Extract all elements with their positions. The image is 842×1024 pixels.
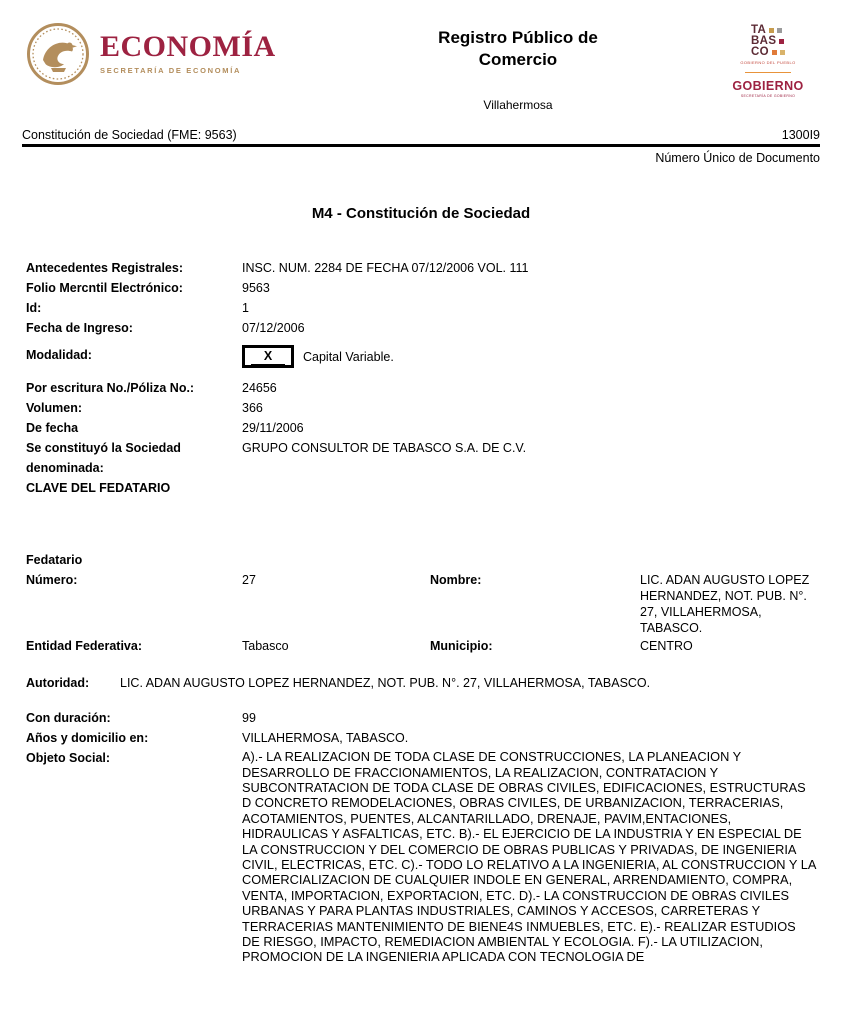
- header-center: [316, 22, 720, 112]
- economia-wordmark-block: [100, 22, 276, 75]
- tabasco-wordmark-line: TA: [750, 24, 767, 36]
- field-row-de-fecha: [26, 418, 816, 438]
- registry-office: Villahermosa: [483, 98, 553, 113]
- tabasco-divider: [745, 72, 791, 73]
- field-value: 29/11/2006: [242, 421, 304, 436]
- field-label: Folio Mercntil Electrónico:: [26, 281, 183, 296]
- field-value: 24656: [242, 381, 277, 396]
- mosaic-tile: [780, 50, 785, 55]
- field-label: Por escritura No./Póliza No.:: [26, 381, 195, 396]
- field-value: 1: [242, 301, 249, 316]
- registry-title: Registro Público de Comercio: [438, 28, 598, 70]
- tabasco-tagline: GOBIERNO DEL PUEBLO: [740, 59, 796, 65]
- field-value: 366: [242, 401, 263, 416]
- capital-variable-checkbox: [242, 345, 294, 368]
- field-value: 9563: [242, 281, 270, 296]
- tabasco-wordmark-line: BAS: [750, 34, 777, 47]
- field-value: GRUPO CONSULTOR DE TABASCO S.A. DE C.V.: [242, 441, 527, 456]
- field-value: 07/12/2006: [242, 321, 305, 336]
- checkbox-mark: X: [251, 348, 285, 366]
- field-row-folio: [26, 278, 816, 298]
- field-value: LIC. ADAN AUGUSTO LOPEZ HERNANDEZ, NOT. PUB. N°. 27, VILLAHERMOSA, TABASCO.: [120, 676, 651, 691]
- field-row-objeto-social: [26, 748, 816, 965]
- field-label: Municipio:: [430, 639, 493, 654]
- tabasco-logo: [720, 22, 816, 98]
- document-number-label: Número Único de Documento: [655, 151, 820, 166]
- mosaic-tile: [777, 28, 782, 33]
- field-label: Autoridad:: [26, 676, 90, 691]
- field-value: 99: [242, 711, 256, 726]
- economia-logo: [26, 22, 316, 86]
- field-label: Entidad Federativa:: [26, 639, 142, 654]
- field-row-sociedad: [26, 438, 816, 478]
- economia-subtitle: SECRETARÍA DE ECONOMÍA: [100, 66, 242, 75]
- document-type: Constitución de Sociedad (FME: 9563): [22, 128, 237, 143]
- field-row-domicilio: [26, 728, 816, 748]
- field-row-fecha-ingreso: [26, 318, 816, 338]
- form-title: M4 - Constitución de Sociedad: [311, 205, 531, 223]
- field-row-volumen: [26, 398, 816, 418]
- field-row-entidad-municipio: [26, 636, 816, 656]
- clave-fedatario-heading: CLAVE DEL FEDATARIO: [26, 481, 171, 496]
- section-spacer: [26, 498, 816, 550]
- field-row-duracion: [26, 708, 816, 728]
- document-number: 1300I9: [781, 128, 820, 143]
- economia-wordmark: ECONOMÍA: [100, 30, 276, 63]
- tabasco-wordmark-line: CO: [750, 45, 770, 58]
- field-label: Número:: [26, 573, 78, 588]
- field-row-antecedentes: [26, 258, 816, 278]
- field-row-id: [26, 298, 816, 318]
- field-row-escritura: [26, 378, 816, 398]
- gobierno-subtitle: SECRETARÍA DE GOBIERNO: [740, 93, 796, 98]
- field-label: Volumen:: [26, 401, 83, 416]
- document-bar: [22, 128, 820, 142]
- tabasco-wordmark: [751, 25, 785, 58]
- field-label: Nombre:: [430, 573, 482, 588]
- gobierno-wordmark: GOBIERNO: [732, 78, 804, 93]
- field-value: VILLAHERMOSA, TABASCO.: [242, 731, 409, 746]
- field-value: Tabasco: [242, 639, 289, 654]
- field-label: Objeto Social:: [26, 751, 111, 766]
- field-row-autoridad: [26, 673, 816, 693]
- field-row-numero-nombre: [26, 570, 816, 636]
- field-label: Con duración:: [26, 711, 111, 726]
- mosaic-tile: [772, 50, 777, 55]
- field-value: [242, 345, 816, 368]
- field-value: LIC. ADAN AUGUSTO LOPEZ HERNANDEZ, NOT. PUB. N°. 27, VILLAHERMOSA, TABASCO.: [640, 573, 810, 636]
- field-value: INSC. NUM. 2284 DE FECHA 07/12/2006 VOL. 111: [242, 261, 529, 276]
- page-header: [0, 0, 842, 112]
- field-label: De fecha: [26, 421, 79, 436]
- mosaic-tile: [769, 28, 774, 33]
- field-value: A).- LA REALIZACION DE TODA CLASE DE CONSTRUCCIONES, LA PLANEACION Y DESARROLLO DE FRACCIONAMIENTOS, LA REALIZACION, CONTRATACION Y SUBCONTRATACION DE TODA CLASE DE OBRAS CIVILES, EDIFICACIONES, ESTRUCTURAS D CONCRETO REMODELACIONES, OBRAS CIVILES, DE URBANIZACION, TERRACERIAS, ACOTAMIENTOS, PUENTES, ALCANTARILLADO, DRENAJE, PAVIM,ENTACIONES, HIDRAULICAS Y ASFALTICAS, ETC. B).- EL EJERCICIO DE LA INDUSTRIA Y EN ESPECIAL DE LA CONSTRUCCION Y DEL COMERCIO DE OBRAS PUBLICAS Y PRIVADAS, DE INGENIERIA CIVIL, ELECTRICAS, ETC. C).- TODO LO RELATIVO A LA INGENIERIA, AL CONSTRUCCION Y LA COMERCIALIZACION DE CUALQUIER INDOLE EN GENERAL, ARRENDAMIENTO, COMPRA, VENTA, IMPORTACION, EXPORTACION, ETC. D).- LA CONSTRUCCION DE OBRAS CIVILES URBANAS Y PARA PLANTAS INDUSTRIALES, CAMINOS Y ACCESOS, CARRETERAS Y TERRACERIAS MANTENIMIENTO DE BIENE4S INMUEBLES, ETC. E).- REALIZAR ESTUDIOS DE RIESGO, IMPACTO, REMEDIACION AMBIENTAL Y ECOLOGIA. F).- LA UTILIZACION, PROMOCION DE LA INGENIERIA APLICADA CON TECNOLOGIA DE: [242, 749, 816, 965]
- field-label: Fecha de Ingreso:: [26, 321, 133, 336]
- field-label: Se constituyó la Sociedad denominada:: [26, 441, 181, 476]
- field-row-modalidad: [26, 345, 816, 368]
- mexican-coat-of-arms-icon: [26, 22, 90, 86]
- fedatario-heading: Fedatario: [26, 553, 83, 568]
- mosaic-tile: [779, 39, 784, 44]
- header-rule: [22, 144, 820, 147]
- field-value: CENTRO: [640, 639, 693, 654]
- form-body: [26, 258, 816, 965]
- field-label: Id:: [26, 301, 42, 316]
- field-label: Modalidad:: [26, 348, 92, 363]
- checkbox-label: Capital Variable.: [303, 349, 394, 364]
- field-label: Antecedentes Registrales:: [26, 261, 184, 276]
- field-value: 27: [242, 573, 256, 588]
- field-label: Años y domicilio en:: [26, 731, 149, 746]
